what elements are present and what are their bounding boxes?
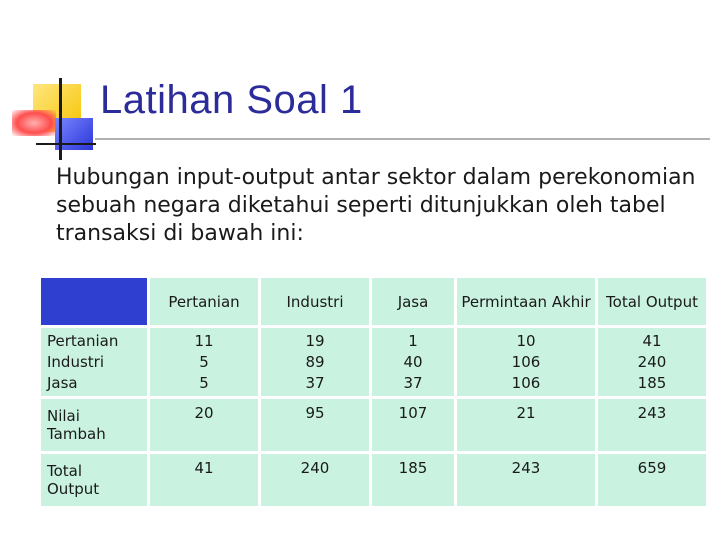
horizontal-line-decoration — [36, 143, 96, 145]
cell-total-output-industri: 240 — [261, 454, 369, 506]
cell-nilai-tambah-pertanian: 20 — [150, 399, 258, 451]
cell-nilai-tambah-jasa: 107 — [372, 399, 454, 451]
cell-sectors-total-output: 41 240 185 — [598, 328, 706, 396]
cell-total-output-jasa: 185 — [372, 454, 454, 506]
slide-title: Latihan Soal 1 — [100, 78, 363, 122]
vertical-line-decoration — [59, 78, 62, 160]
cell-nilai-tambah-industri: 95 — [261, 399, 369, 451]
intro-paragraph: Hubungan input-output antar sektor dalam perekonomian sebuah negara diketahui seperti ditunjukkan oleh tabel transaksi di bawah ini: — [56, 165, 696, 246]
title-divider — [95, 138, 710, 140]
slide-logo-decoration — [0, 0, 100, 170]
row-label-total-output: Total Output — [41, 454, 147, 506]
table-row-nilai-tambah — [41, 399, 706, 451]
row-label-nilai-tambah: Nilai Tambah — [41, 399, 147, 451]
header-industri: Industri — [261, 278, 369, 325]
cell-sectors-industri: 19 89 37 — [261, 328, 369, 396]
table-header-row — [41, 278, 706, 325]
cell-nilai-tambah-total-output: 243 — [598, 399, 706, 451]
cell-sectors-jasa: 1 40 37 — [372, 328, 454, 396]
io-transaction-table — [38, 275, 709, 509]
cell-total-output-total-output: 659 — [598, 454, 706, 506]
cell-sectors-permintaan-akhir: 10 106 106 — [457, 328, 595, 396]
table-row-total-output — [41, 454, 706, 506]
cell-nilai-tambah-permintaan-akhir: 21 — [457, 399, 595, 451]
header-jasa: Jasa — [372, 278, 454, 325]
table-corner-cell — [41, 278, 147, 325]
header-permintaan-akhir: Permintaan Akhir — [457, 278, 595, 325]
cell-sectors-pertanian: 11 5 5 — [150, 328, 258, 396]
header-total-output: Total Output — [598, 278, 706, 325]
red-glow-decoration — [12, 110, 56, 136]
cell-total-output-pertanian: 41 — [150, 454, 258, 506]
row-label-sectors: Pertanian Industri Jasa — [41, 328, 147, 396]
table-row-sectors — [41, 328, 706, 396]
cell-total-output-permintaan-akhir: 243 — [457, 454, 595, 506]
header-pertanian: Pertanian — [150, 278, 258, 325]
